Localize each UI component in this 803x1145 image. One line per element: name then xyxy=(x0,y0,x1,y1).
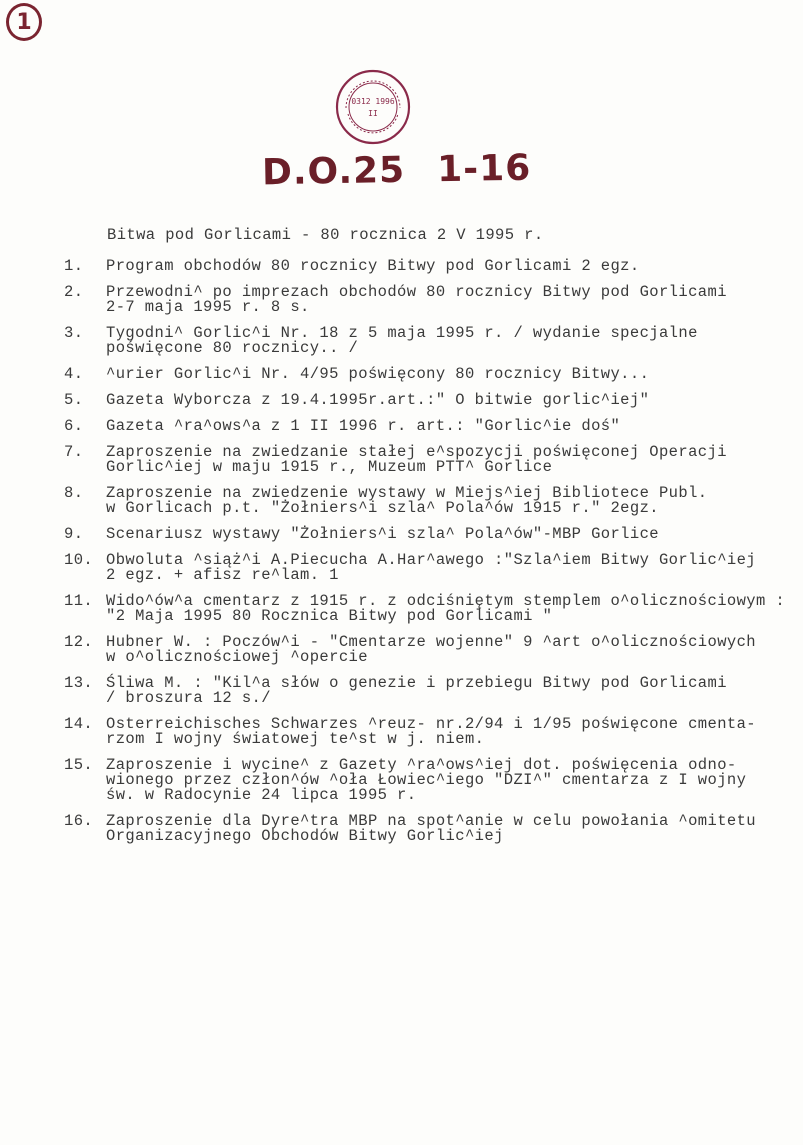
list-item xyxy=(64,285,794,315)
list-item xyxy=(64,814,794,844)
list-item xyxy=(64,326,794,356)
item-number: 9. xyxy=(64,525,84,543)
item-text: Program obchodów 80 rocznicy Bitwy pod Gorlicami 2 egz. xyxy=(106,257,640,275)
list-item xyxy=(64,259,794,274)
handwritten-reference xyxy=(262,148,532,194)
list-item xyxy=(64,676,794,706)
list-item xyxy=(64,393,794,408)
item-text: Wido^ów^a cmentarz z 1915 r. z odciśniętym stemplem o^olicznościowym : "2 Maja 1995 80 Rocznica Bitwy pod Gorlicami " xyxy=(106,592,786,625)
item-text: Scenariusz wystawy "Żołniers^i szla^ Pola^ów"-MBP Gorlice xyxy=(106,525,659,543)
list-item xyxy=(64,553,794,583)
item-number: 4. xyxy=(64,365,84,383)
list-item xyxy=(64,367,794,382)
item-list xyxy=(64,259,794,855)
item-text: Hubner W. : Poczów^i - "Cmentarze wojenne" 9 ^art o^olicznościowych w o^olicznościowej ^opercie xyxy=(106,633,757,666)
svg-text:0312 1996: 0312 1996 xyxy=(351,97,395,106)
item-number: 7. xyxy=(64,443,84,461)
item-number: 14. xyxy=(64,715,94,733)
item-number: 16. xyxy=(64,812,94,830)
item-text: Zaproszenie na zwiedzenie wystawy w Miejs^iej Bibliotece Publ. w Gorlicach p.t. "Żołniers^i szla^ Pola^ów 1915 r." 2egz. xyxy=(106,484,708,517)
signature-left: D.O.25 xyxy=(261,149,406,194)
item-number: 15. xyxy=(64,756,94,774)
item-text: Śliwa M. : "Kil^a słów o genezie i przebiegu Bitwy pod Gorlicami / broszura 12 s./ xyxy=(106,674,727,707)
list-item xyxy=(64,594,794,624)
list-item xyxy=(64,445,794,475)
item-text: Gazeta ^ra^ows^a z 1 II 1996 r. art.: "Gorlic^ie doś" xyxy=(106,417,621,435)
item-number: 10. xyxy=(64,551,94,569)
list-item xyxy=(64,635,794,665)
item-text: ^urier Gorlic^i Nr. 4/95 poświęcony 80 rocznicy Bitwy... xyxy=(106,365,650,383)
circled-page-number xyxy=(6,3,42,41)
item-text: Obwoluta ^siąż^i A.Piecucha A.Har^awego :"Szla^iem Bitwy Gorlic^iej 2 egz. + afisz re^lam. 1 xyxy=(106,551,757,584)
item-number: 13. xyxy=(64,674,94,692)
item-text: Przewodni^ po imprezach obchodów 80 rocznicy Bitwy pod Gorlicami 2-7 maja 1995 r. 8 s. xyxy=(106,283,727,316)
page-number-text: 1 xyxy=(16,9,32,35)
list-item xyxy=(64,527,794,542)
item-number: 12. xyxy=(64,633,94,651)
item-text: Gazeta Wyborcza z 19.4.1995r.art.:" O bitwie gorlic^iej" xyxy=(106,391,650,409)
list-item xyxy=(64,758,794,803)
item-text: Zaproszenie na zwiedzanie stałej e^spozycji poświęconej Operacji Gorlic^iej w maju 1915 r., Muzeum PTT^ Gorlice xyxy=(106,443,727,476)
library-stamp xyxy=(334,68,412,146)
item-text: Tygodni^ Gorlic^i Nr. 18 z 5 maja 1995 r. / wydanie specjalne poświęcone 80 rocznicy.. / xyxy=(106,324,698,357)
item-number: 1. xyxy=(64,257,84,275)
item-number: 11. xyxy=(64,592,94,610)
item-number: 2. xyxy=(64,283,84,301)
svg-text:II: II xyxy=(368,109,378,118)
item-number: 3. xyxy=(64,324,84,342)
list-item xyxy=(64,419,794,434)
item-text: Osterreichisches Schwarzes ^reuz- nr.2/94 i 1/95 poświęcone cmenta- rzom I wojny światowej te^st w j. niem. xyxy=(106,715,757,748)
list-item xyxy=(64,717,794,747)
item-text: Zaproszenie i wycine^ z Gazety ^ra^ows^iej dot. poświęcenia odno- wionego przez człon^ów ^oła Łowiec^iego "DZI^" cmentarza z I wojny św. w Radocynie 24 lipca 1995 r. xyxy=(106,756,747,804)
item-number: 5. xyxy=(64,391,84,409)
item-number: 8. xyxy=(64,484,84,502)
item-text: Zaproszenie dla Dyre^tra MBP na spot^anie w celu powołania ^omitetu Organizacyjnego Obchodów Bitwy Gorlic^iej xyxy=(106,812,757,845)
document-title: Bitwa pod Gorlicami - 80 rocznica 2 V 1995 r. xyxy=(107,226,544,244)
item-number: 6. xyxy=(64,417,84,435)
list-item xyxy=(64,486,794,516)
signature-right: 1-16 xyxy=(436,147,532,191)
